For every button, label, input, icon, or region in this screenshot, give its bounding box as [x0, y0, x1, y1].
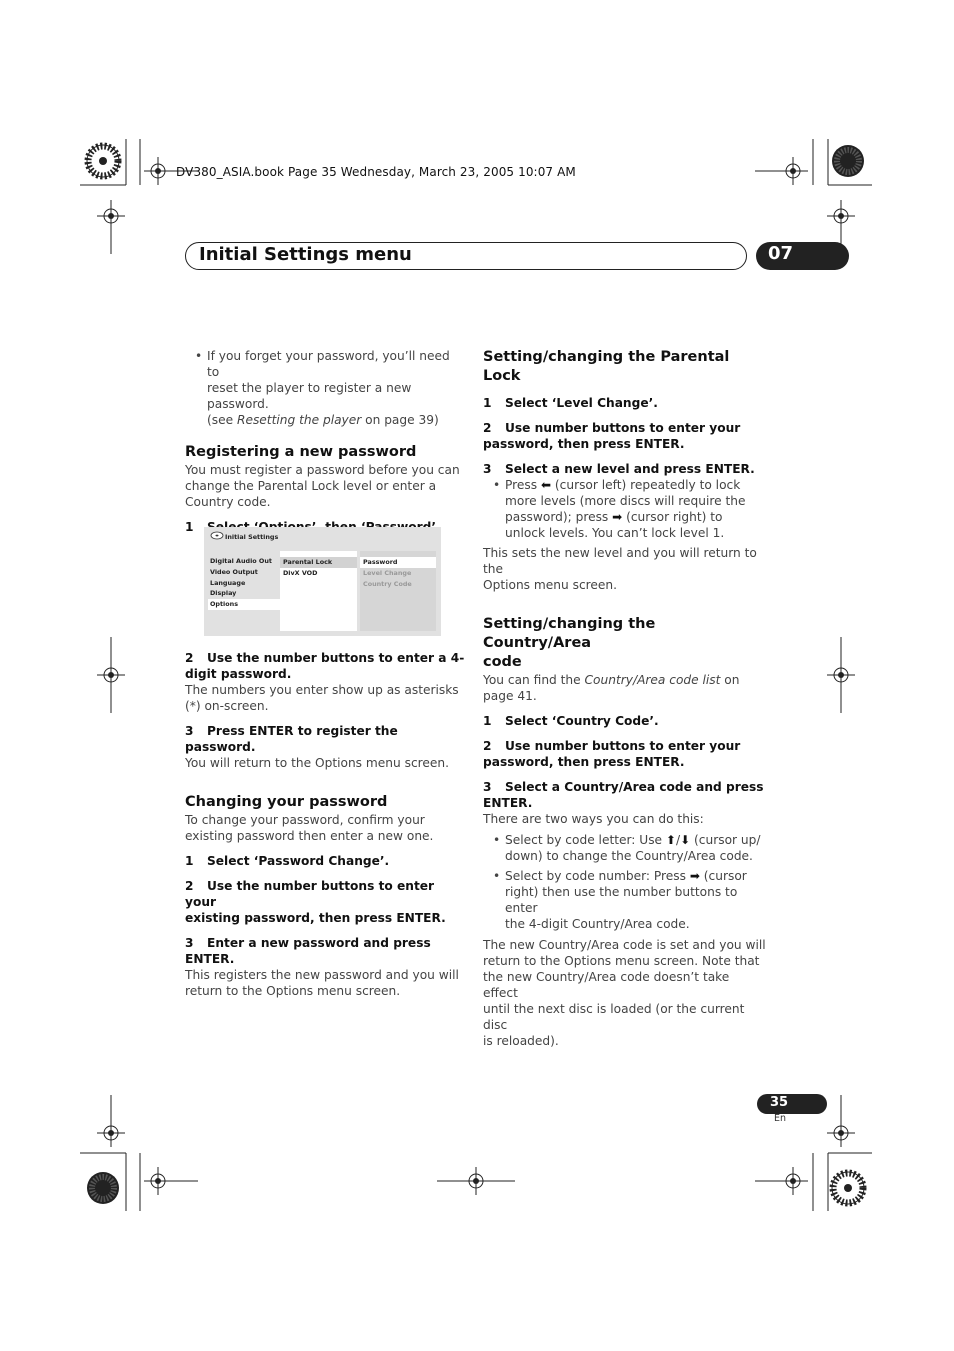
screen-submenu [280, 551, 357, 631]
initial-settings-screen [204, 527, 441, 636]
parental-after-text: This sets the new level and you will return to the Options menu screen. [483, 546, 757, 592]
menu-item-selected[interactable]: Options [208, 599, 280, 610]
option-country-code: Country Code [363, 580, 412, 588]
option-password[interactable]: Password [360, 557, 436, 568]
menu-item[interactable]: Language [210, 578, 246, 587]
parental-step-1: 1 Select ‘Level Change’. [483, 396, 658, 410]
parental-step-3-note: • Press ⬅ (cursor left) repeatedly to lock more levels (more discs will require the password); press ➡ (cursor right) to unlock levels. You can’t lock level 1. [483, 477, 768, 541]
change-step-3-text: This registers the new password and you will return to the Options menu screen. [185, 968, 459, 998]
page-number-badge [757, 1094, 827, 1114]
section-heading-register: Registering a new password [185, 444, 417, 460]
submenu-item-selected[interactable]: Parental Lock [280, 557, 357, 568]
register-step-3-text: You will return to the Options menu screen. [185, 756, 449, 770]
country-step-2: 2 Use number buttons to enter your password, then press ENTER. [483, 739, 741, 769]
country-method-letter: • Select by code letter: Use ⬆/⬇ (cursor up/ down) to change the Country/Area code. [483, 832, 768, 864]
register-step-2-text: The numbers you enter show up as asterisks (*) on-screen. [185, 683, 459, 713]
change-step-3: 3 Enter a new password and press ENTER. [185, 936, 431, 966]
disc-icon [210, 531, 224, 540]
country-step-3-text: There are two ways you can do this: [483, 812, 704, 826]
print-slug: DV380_ASIA.book Page 35 Wednesday, March 23, 2005 10:07 AM [176, 165, 576, 179]
menu-item[interactable]: Digital Audio Out [210, 557, 272, 565]
submenu-item[interactable]: DivX VOD [283, 569, 318, 577]
chapter-number-badge [756, 242, 849, 270]
section-heading-country-area: Setting/changing the Country/Area code [483, 616, 656, 670]
arrow-right-icon: ➡ [612, 510, 623, 524]
country-method-number: • Select by code number: Press ➡ (cursor right) then use the number buttons to enter the 4-digit Country/Area code. [483, 868, 768, 932]
country-step-3: 3 Select a Country/Area code and press ENTER. [483, 780, 764, 810]
country-final-text: The new Country/Area code is set and you will return to the Options menu screen. Note that the new Country/Area code doesn’t take effect until the next disc is loaded (or the current disc is reloaded). [483, 938, 766, 1048]
parental-step-2: 2 Use number buttons to enter your password, then press ENTER. [483, 421, 741, 451]
screen-options [360, 551, 436, 631]
register-intro: You must register a password before you can change the Parental Lock level or enter a Country code. [185, 463, 460, 509]
left-column [185, 348, 465, 535]
country-area-intro: You can find the Country/Area code list on page 41. [483, 673, 740, 703]
arrow-down-icon: ⬇ [680, 833, 691, 847]
page-number: 35 [770, 1095, 789, 1110]
section-heading-parental-lock: Setting/changing the Parental Lock [483, 349, 730, 384]
section-heading-change: Changing your password [185, 794, 388, 810]
country-step-1: 1 Select ‘Country Code’. [483, 714, 659, 728]
page-title: Initial Settings menu [199, 244, 412, 265]
register-step-3: 3 Press ENTER to register the password. [185, 724, 398, 754]
menu-item[interactable]: Video Output [210, 567, 258, 576]
screen-title: Initial Settings [225, 533, 279, 541]
register-step-2: 2 Use the number buttons to enter a 4- digit password. [185, 651, 465, 681]
option-level-change: Level Change [363, 569, 412, 577]
change-step-2: 2 Use the number buttons to enter your existing password, then press ENTER. [185, 879, 446, 925]
arrow-left-icon: ⬅ [540, 478, 552, 492]
parental-step-3: 3 Select a new level and press ENTER. [483, 462, 755, 476]
language-code: En [774, 1113, 787, 1124]
right-column [483, 348, 768, 1049]
chapter-header [185, 242, 747, 270]
change-intro: To change your password, confirm your existing password then enter a new one. [185, 813, 434, 843]
chapter-number: 07 [768, 243, 794, 264]
menu-item[interactable]: Display [210, 589, 237, 598]
forget-password-note: • If you forget your password, you’ll need to reset the player to register a new password. (see Resetting the player on page 39) [185, 348, 465, 428]
change-step-1: 1 Select ‘Password Change’. [185, 854, 390, 868]
arrow-right-icon: ➡ [689, 869, 700, 883]
screen-menu [208, 556, 280, 610]
left-column-lower [185, 650, 465, 999]
arrow-up-icon: ⬆ [665, 833, 676, 847]
register-step-1: 1 [185, 520, 194, 534]
